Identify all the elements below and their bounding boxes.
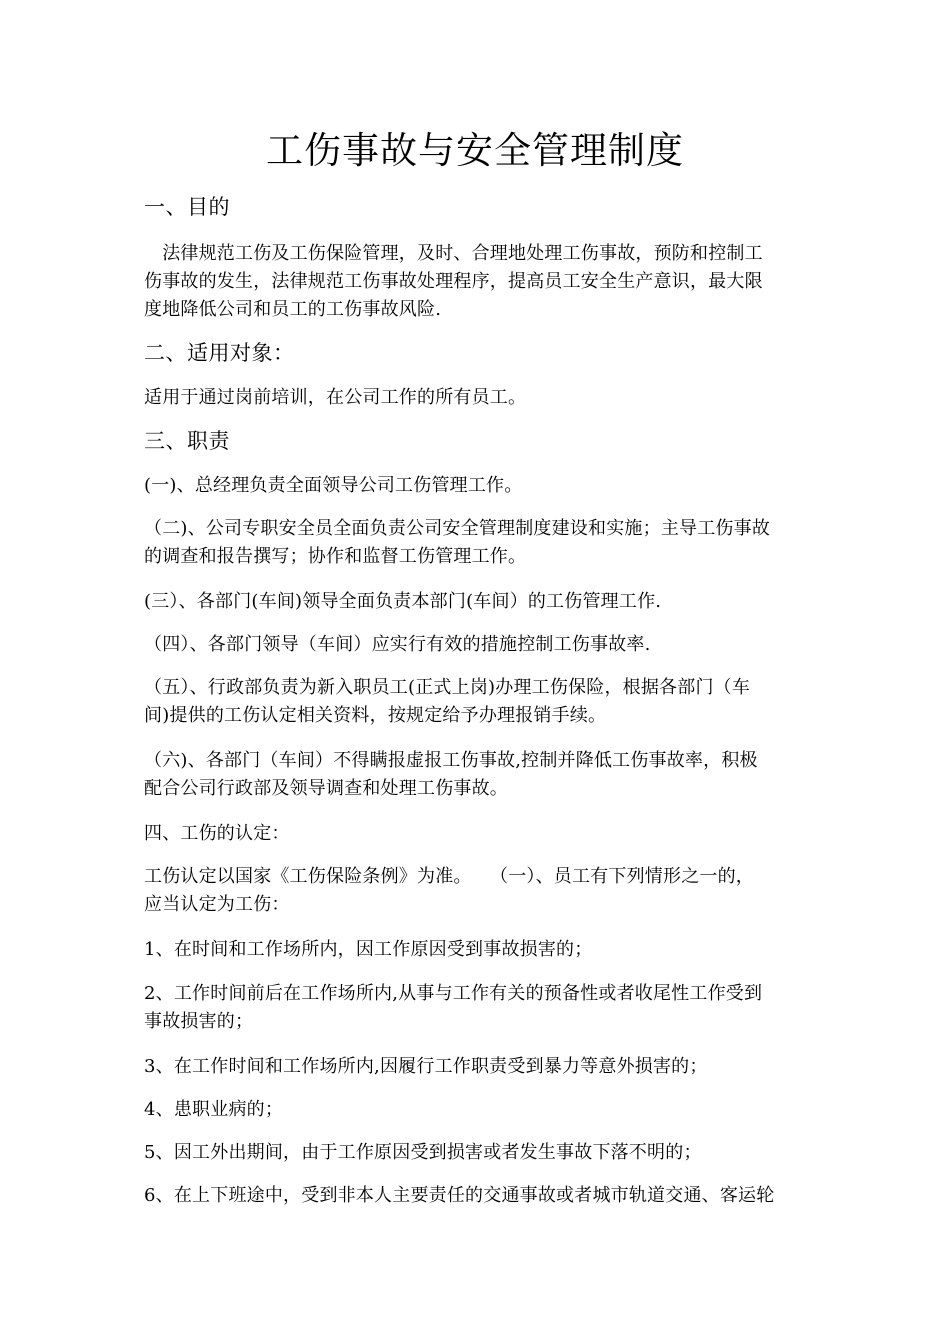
text-line: 5、因工外出期间，由于工作原因受到损害或者发生事故下落不明的； — [144, 1142, 702, 1163]
section-heading-scope: 二、适用对象： — [144, 341, 295, 365]
text-line: 应当认定为工伤： — [144, 894, 290, 915]
text-line: （六)、各部门（车间）不得瞒报虚报工伤事故,控制并降低工伤事故率，积极 — [144, 750, 758, 771]
text-line: 伤事故的发生，法律规范工伤事故处理程序，提高员工安全生产意识，最大限 — [144, 271, 763, 292]
text-line: （四）、各部门领导（车间）应实行有效的措施控制工伤事故率. — [144, 634, 651, 655]
text-line: 事故损害的； — [144, 1011, 254, 1032]
recognition-item — [144, 936, 812, 964]
text-line: 配合公司行政部及领导调查和处理工伤事故。 — [144, 778, 508, 799]
duty-item — [144, 747, 812, 803]
text-line: (一)、总经理负责全面领导公司工伤管理工作。 — [144, 475, 523, 496]
text-line: 1、在时间和工作场所内，因工作原因受到事故损害的； — [144, 939, 593, 960]
document-title: 工伤事故与安全管理制度 — [266, 129, 684, 172]
duty-item — [144, 515, 812, 571]
text-line: 的调查和报告撰写；协作和监督工伤管理工作。 — [144, 546, 527, 567]
text-line: 6、在上下班途中，受到非本人主要责任的交通事故或者城市轨道交通、客运轮 — [144, 1185, 775, 1206]
text-line: (三）、各部门(车间)领导全面负责本部门(车间）的工伤管理工作. — [144, 591, 662, 612]
section-heading-duties: 三、职责 — [144, 429, 230, 453]
text-line: 度地降低公司和员工的工伤事故风险. — [144, 299, 442, 320]
duty-item — [144, 631, 812, 659]
section-heading-recognition: 四、工伤的认定： — [144, 823, 290, 844]
text-line: 间)提供的工伤认定相关资料，按规定给予办理报销手续。 — [144, 705, 607, 726]
text-line: （五）、行政部负责为新入职员工(正式上岗)办理工伤保险，根据各部门（车 — [144, 677, 751, 698]
text-line: 法律规范工伤及工伤保险管理，及时、合理地处理工伤事故，预防和控制工 — [144, 243, 763, 264]
recognition-item — [144, 1096, 812, 1124]
recognition-item — [144, 1139, 812, 1167]
purpose-paragraph — [144, 240, 812, 324]
text-line: （二)、公司专职安全员全面负责公司安全管理制度建设和实施；主导工伤事故 — [144, 518, 771, 539]
duty-item — [144, 674, 812, 730]
text-line: 3、在工作时间和工作场所内,因履行工作职责受到暴力等意外损害的； — [144, 1056, 708, 1077]
recognition-item — [144, 980, 812, 1036]
recognition-item — [144, 1182, 812, 1210]
section-heading-purpose: 一、目的 — [144, 195, 230, 219]
recognition-item — [144, 1053, 812, 1081]
text-line: 工伤认定以国家《工伤保险条例》为准。 （一）、员工有下列情形之一的， — [144, 866, 754, 887]
recognition-intro — [144, 863, 812, 919]
scope-paragraph: 适用于通过岗前培训，在公司工作的所有员工。 — [144, 387, 527, 408]
text-line: 4、患职业病的； — [144, 1099, 284, 1120]
duty-item — [144, 588, 812, 616]
duty-item — [144, 472, 812, 500]
text-line: 2、工作时间前后在工作场所内,从事与工作有关的预备性或者收尾性工作受到 — [144, 983, 763, 1004]
